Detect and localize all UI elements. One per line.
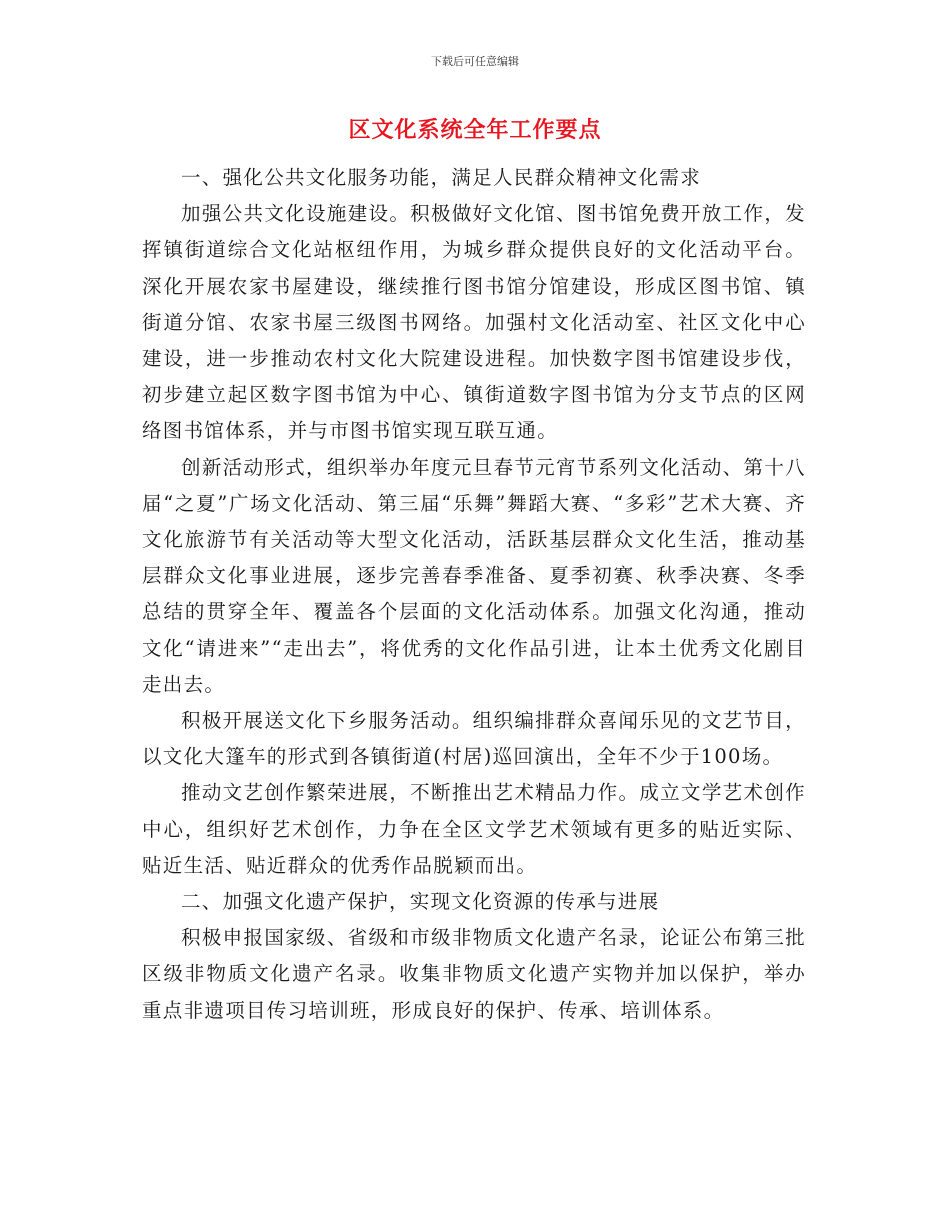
paragraph-facilities: 加强公共文化设施建设。积极做好文化馆、图书馆免费开放工作，发挥镇街道综合文化站枢纽作用，为城乡群众提供良好的文化活动平台。深化开展农家书屋建设，继续推行图书馆分馆建设，形成区图书馆、镇街道分馆、农家书屋三级图书网络。加强村文化活动室、社区文化中心建设，进一步推动农村文化大院建设进程。加快数字图书馆建设步伐，初步建立起区数字图书馆为中心、镇街道数字图书馆为分支节点的区网络图书馆体系，并与市图书馆实现互联互通。: [142, 202, 806, 443]
section-heading-2: 二、加强文化遗产保护，实现文化资源的传承与进展: [181, 890, 660, 914]
paragraph-rural-service: 积极开展送文化下乡服务活动。组织编排群众喜闻乐见的文艺节目，以文化大篷车的形式到各镇街道(村居)巡回演出，全年不少于100场。: [142, 709, 806, 769]
paragraph-creation: 推动文艺创作繁荣进展，不断推出艺术精品力作。成立文学艺术创作中心，组织好艺术创作，力争在全区文学艺术领域有更多的贴近实际、贴近生活、贴近群众的优秀作品脱颖而出。: [142, 781, 806, 877]
header-note: 下载后可任意编辑: [431, 55, 519, 68]
section-heading-1: 一、强化公共文化服务功能，满足人民群众精神文化需求: [181, 166, 702, 189]
paragraph-activities: 创新活动形式，组织举办年度元旦春节元宵节系列文化活动、第十八届“之夏”广场文化活动、第三届“乐舞”舞蹈大赛、“多彩”艺术大赛、齐文化旅游节有关活动等大型文化活动，活跃基层群众文化生活，推动基层群众文化事业进展，逐步完善春季准备、夏季初赛、秋季决赛、冬季总结的贯穿全年、覆盖各个层面的文化活动体系。加强文化沟通，推动文化“请进来”“走出去”，将优秀的文化作品引进，让本土优秀文化剧目走出去。: [142, 455, 806, 696]
document-body: [142, 160, 806, 1029]
document-title: 区文化系统全年工作要点: [348, 117, 602, 143]
paragraph-heritage: 积极申报国家级、省级和市级非物质文化遗产名录，论证公布第三批区级非物质文化遗产名录。收集非物质文化遗产实物并加以保护，举办重点非遗项目传习培训班，形成良好的保护、传承、培训体系。: [142, 926, 806, 1022]
